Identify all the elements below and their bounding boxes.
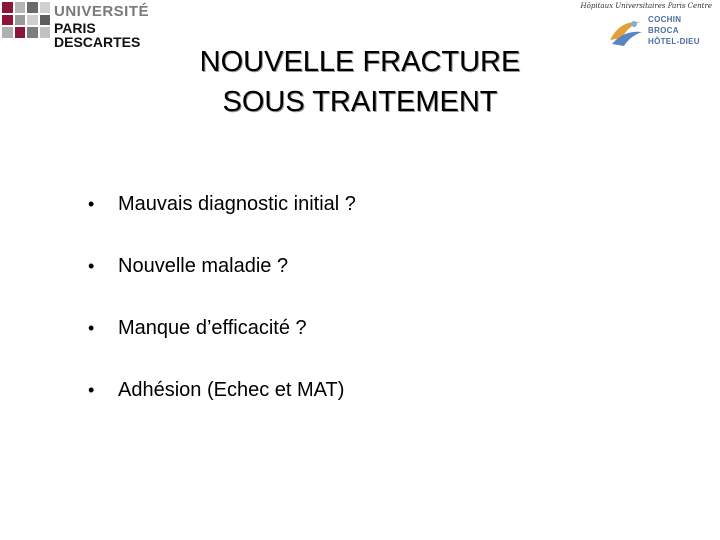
hospital-name-broca: BROCA — [648, 26, 679, 35]
slide-title-line1: NOUVELLE FRACTURE — [199, 46, 521, 78]
bullet-text: Adhésion (Echec et MAT) — [118, 379, 345, 401]
emblem-tile — [15, 27, 26, 38]
emblem-tile — [27, 2, 38, 13]
bullet-icon: • — [88, 380, 95, 400]
hospital-name-cochin: COCHIN — [648, 15, 682, 24]
bullet-text: Mauvais diagnostic initial ? — [118, 193, 356, 215]
hospital-name-hotel-dieu: HÔTEL-DIEU — [648, 37, 700, 46]
emblem-tile — [40, 2, 51, 13]
bullet-icon: • — [88, 318, 95, 338]
slide-title-line2: SOUS TRAITEMENT — [222, 86, 498, 118]
bullet-icon: • — [88, 256, 95, 276]
universite-paris-descartes-logo — [2, 2, 167, 50]
emblem-tile — [27, 15, 38, 26]
university-emblem-icon — [2, 2, 50, 38]
university-name-line2: PARIS DESCARTES — [54, 20, 141, 50]
bullet-item — [88, 248, 356, 284]
slide-title — [0, 42, 720, 122]
bullet-item — [88, 310, 356, 346]
bullet-icon: • — [88, 194, 95, 214]
bullet-item — [88, 186, 356, 222]
emblem-tile — [27, 27, 38, 38]
bullet-text: Nouvelle maladie ? — [118, 255, 289, 277]
emblem-tile — [2, 2, 13, 13]
emblem-tile — [15, 15, 26, 26]
bullet-text: Manque d’efficacité ? — [118, 317, 307, 339]
emblem-tile — [15, 2, 26, 13]
emblem-tile — [40, 27, 51, 38]
bullet-item — [88, 372, 356, 408]
emblem-tile — [2, 27, 13, 38]
university-name-line1: UNIVERSITÉ — [54, 3, 150, 20]
emblem-tile — [2, 15, 13, 26]
bullet-list — [88, 186, 356, 434]
emblem-tile — [40, 15, 51, 26]
hospital-group-name: Hôpitaux Universitaires Paris Centre — [580, 2, 712, 10]
